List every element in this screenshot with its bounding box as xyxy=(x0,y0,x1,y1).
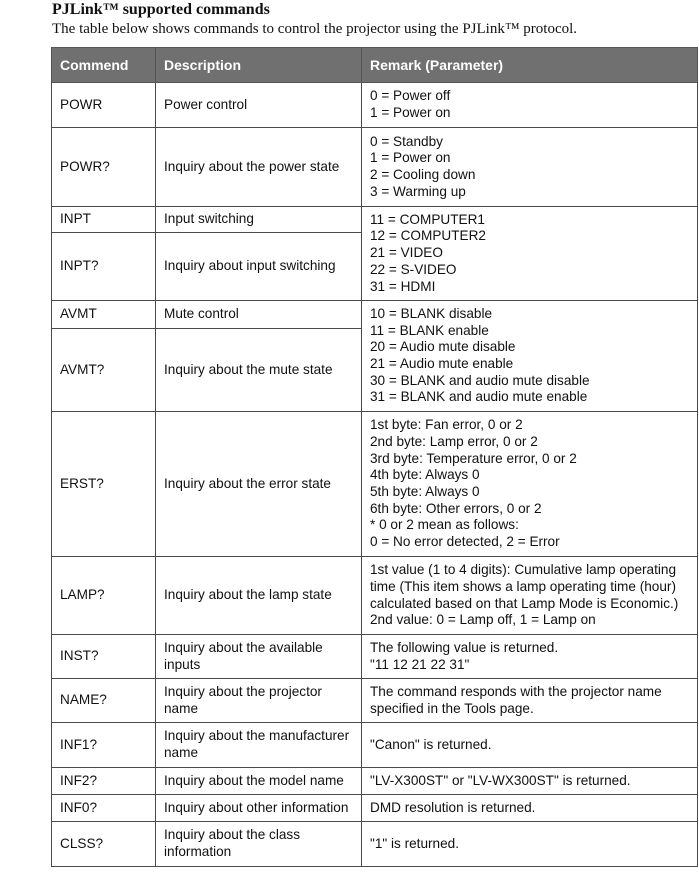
description-cell: Inquiry about other information xyxy=(156,795,362,822)
remark-cell: 1st value (1 to 4 digits): Cumulative lamp operating time (This item shows a lamp operating time (hour) calculated based on that Lamp Mode is Economic.) 2nd value: 0 = Lamp off, 1 = Lamp on xyxy=(362,557,698,635)
table-row xyxy=(52,768,698,795)
command-cell: INST? xyxy=(52,635,156,679)
table-row xyxy=(52,795,698,822)
remark-cell: "LV-X300ST" or "LV-WX300ST" is returned. xyxy=(362,768,698,795)
section-heading: PJLink™ supported commands xyxy=(52,1,270,18)
table-row xyxy=(52,679,698,723)
remark-cell: 10 = BLANK disable 11 = BLANK enable 20 = Audio mute disable 21 = Audio mute enable 30 = BLANK and audio mute disable 31 = BLANK and audio mute enable xyxy=(362,301,698,412)
command-cell: AVMT xyxy=(52,301,156,329)
remark-cell: 0 = Power off 1 = Power on xyxy=(362,83,698,128)
description-cell: Inquiry about the error state xyxy=(156,412,362,557)
command-cell: POWR xyxy=(52,83,156,128)
table-row xyxy=(52,822,698,867)
command-cell: ERST? xyxy=(52,412,156,557)
intro-text: The table below shows commands to control the projector using the PJLink™ protocol. xyxy=(52,21,578,37)
description-cell: Mute control xyxy=(156,301,362,329)
command-cell: INPT xyxy=(52,207,156,233)
remark-cell: DMD resolution is returned. xyxy=(362,795,698,822)
pjlink-commands-table xyxy=(51,47,698,867)
remark-cell: The command responds with the projector name specified in the Tools page. xyxy=(362,679,698,723)
command-cell: LAMP? xyxy=(52,557,156,635)
command-cell: NAME? xyxy=(52,679,156,723)
remark-cell: "Canon" is returned. xyxy=(362,723,698,768)
command-cell: POWR? xyxy=(52,128,156,207)
description-cell: Inquiry about the power state xyxy=(156,128,362,207)
description-cell: Inquiry about the model name xyxy=(156,768,362,795)
description-cell: Inquiry about the mute state xyxy=(156,329,362,412)
table-row xyxy=(52,557,698,635)
description-cell: Inquiry about the available inputs xyxy=(156,635,362,679)
command-cell: AVMT? xyxy=(52,329,156,412)
table-header-row xyxy=(52,48,698,83)
command-cell: CLSS? xyxy=(52,822,156,867)
remark-cell: "1" is returned. xyxy=(362,822,698,867)
description-cell: Power control xyxy=(156,83,362,128)
remark-cell: 0 = Standby 1 = Power on 2 = Cooling down 3 = Warming up xyxy=(362,128,698,207)
description-cell: Inquiry about the manufacturer name xyxy=(156,723,362,768)
description-cell: Inquiry about input switching xyxy=(156,233,362,301)
remark-cell: The following value is returned. "11 12 21 22 31" xyxy=(362,635,698,679)
header-command: Commend xyxy=(52,48,156,83)
remark-cell: 11 = COMPUTER1 12 = COMPUTER2 21 = VIDEO 22 = S-VIDEO 31 = HDMI xyxy=(362,207,698,301)
description-cell: Inquiry about the lamp state xyxy=(156,557,362,635)
table-row xyxy=(52,207,698,233)
description-cell: Inquiry about the class information xyxy=(156,822,362,867)
table-row xyxy=(52,301,698,329)
description-cell: Inquiry about the projector name xyxy=(156,679,362,723)
table-row xyxy=(52,723,698,768)
remark-cell: 1st byte: Fan error, 0 or 2 2nd byte: Lamp error, 0 or 2 3rd byte: Temperature error, 0 or 2 4th byte: Always 0 5th byte: Always 0 6th byte: Other errors, 0 or 2 * 0 or 2 mean as follows: 0 = No error detected, 2 = Error xyxy=(362,412,698,557)
command-cell: INF0? xyxy=(52,795,156,822)
table-row xyxy=(52,128,698,207)
command-cell: INF2? xyxy=(52,768,156,795)
table-row xyxy=(52,412,698,557)
header-description: Description xyxy=(156,48,362,83)
table-row xyxy=(52,83,698,128)
command-cell: INPT? xyxy=(52,233,156,301)
description-cell: Input switching xyxy=(156,207,362,233)
command-cell: INF1? xyxy=(52,723,156,768)
header-remark: Remark (Parameter) xyxy=(362,48,698,83)
table-row xyxy=(52,635,698,679)
